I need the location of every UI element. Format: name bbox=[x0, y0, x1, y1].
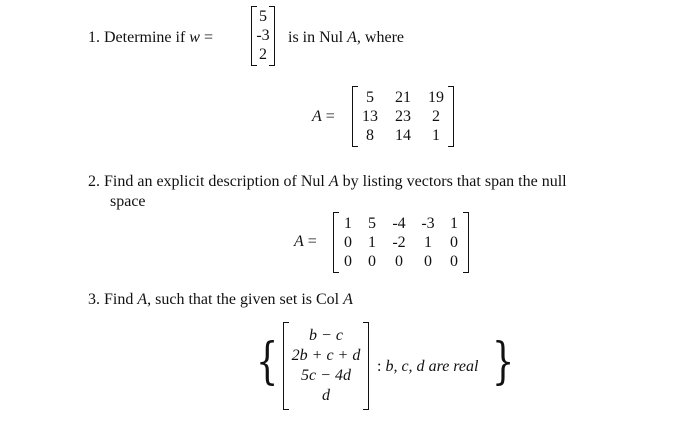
matrix-entry: 1 bbox=[450, 214, 458, 232]
matrix-entry: 1 bbox=[344, 214, 352, 232]
problem-1-matrix bbox=[352, 86, 454, 147]
matrix-entry: -2 bbox=[392, 233, 406, 251]
matrix-entry: 13 bbox=[362, 107, 378, 125]
problem-1-statement: 1. Determine if w = bbox=[88, 29, 213, 46]
matrix-entry: 21 bbox=[395, 88, 411, 106]
matrix-entry: -3 bbox=[421, 214, 435, 232]
matrix-entry: 0 bbox=[368, 252, 376, 270]
matrix-entry: 0 bbox=[424, 252, 432, 270]
left-brace: { bbox=[256, 332, 279, 390]
matrix-entry: 2 bbox=[432, 107, 440, 125]
matrix-entry: 5 bbox=[368, 214, 376, 232]
set-condition: : b, c, d are real bbox=[377, 358, 479, 375]
right-brace: } bbox=[492, 332, 515, 390]
w-vector bbox=[251, 6, 275, 66]
matrix-entry: 0 bbox=[395, 252, 403, 270]
problem-2-matrix bbox=[333, 212, 469, 273]
matrix-entry: 1 bbox=[368, 233, 376, 251]
problem-2-matrix-label: A = bbox=[294, 233, 317, 250]
matrix-entry: 1 bbox=[424, 233, 432, 251]
matrix-entry: 0 bbox=[450, 252, 458, 270]
matrix-entry: 0 bbox=[344, 252, 352, 270]
vector-entry: b − c bbox=[309, 327, 343, 344]
problem-1-suffix: is in Nul A, where bbox=[288, 29, 404, 46]
matrix-entry: 14 bbox=[395, 126, 411, 144]
w-entry: 5 bbox=[259, 8, 267, 26]
matrix-entry: 8 bbox=[366, 126, 374, 144]
problem-1-matrix-label: A = bbox=[312, 108, 335, 125]
w-entry: 2 bbox=[259, 45, 267, 63]
problem-3-statement: 3. Find A, such that the given set is Col A bbox=[88, 291, 353, 308]
vector-entry: 2b + c + d bbox=[291, 347, 361, 364]
matrix-entry: 23 bbox=[395, 107, 411, 125]
matrix-entry: -4 bbox=[392, 214, 406, 232]
problem-2-statement: 2. Find an explicit description of Nul A by listing vectors that span the null bbox=[88, 173, 567, 190]
matrix-entry: 5 bbox=[366, 88, 374, 106]
matrix-entry: 19 bbox=[428, 88, 444, 106]
w-entry: -3 bbox=[256, 26, 270, 44]
vector-entry: d bbox=[322, 387, 330, 404]
matrix-entry: 0 bbox=[450, 233, 458, 251]
problem-3-vector bbox=[283, 322, 369, 410]
vector-entry: 5c − 4d bbox=[301, 367, 351, 384]
problem-2-statement-line-2: space bbox=[110, 193, 146, 210]
matrix-entry: 0 bbox=[344, 233, 352, 251]
matrix-entry: 1 bbox=[432, 126, 440, 144]
